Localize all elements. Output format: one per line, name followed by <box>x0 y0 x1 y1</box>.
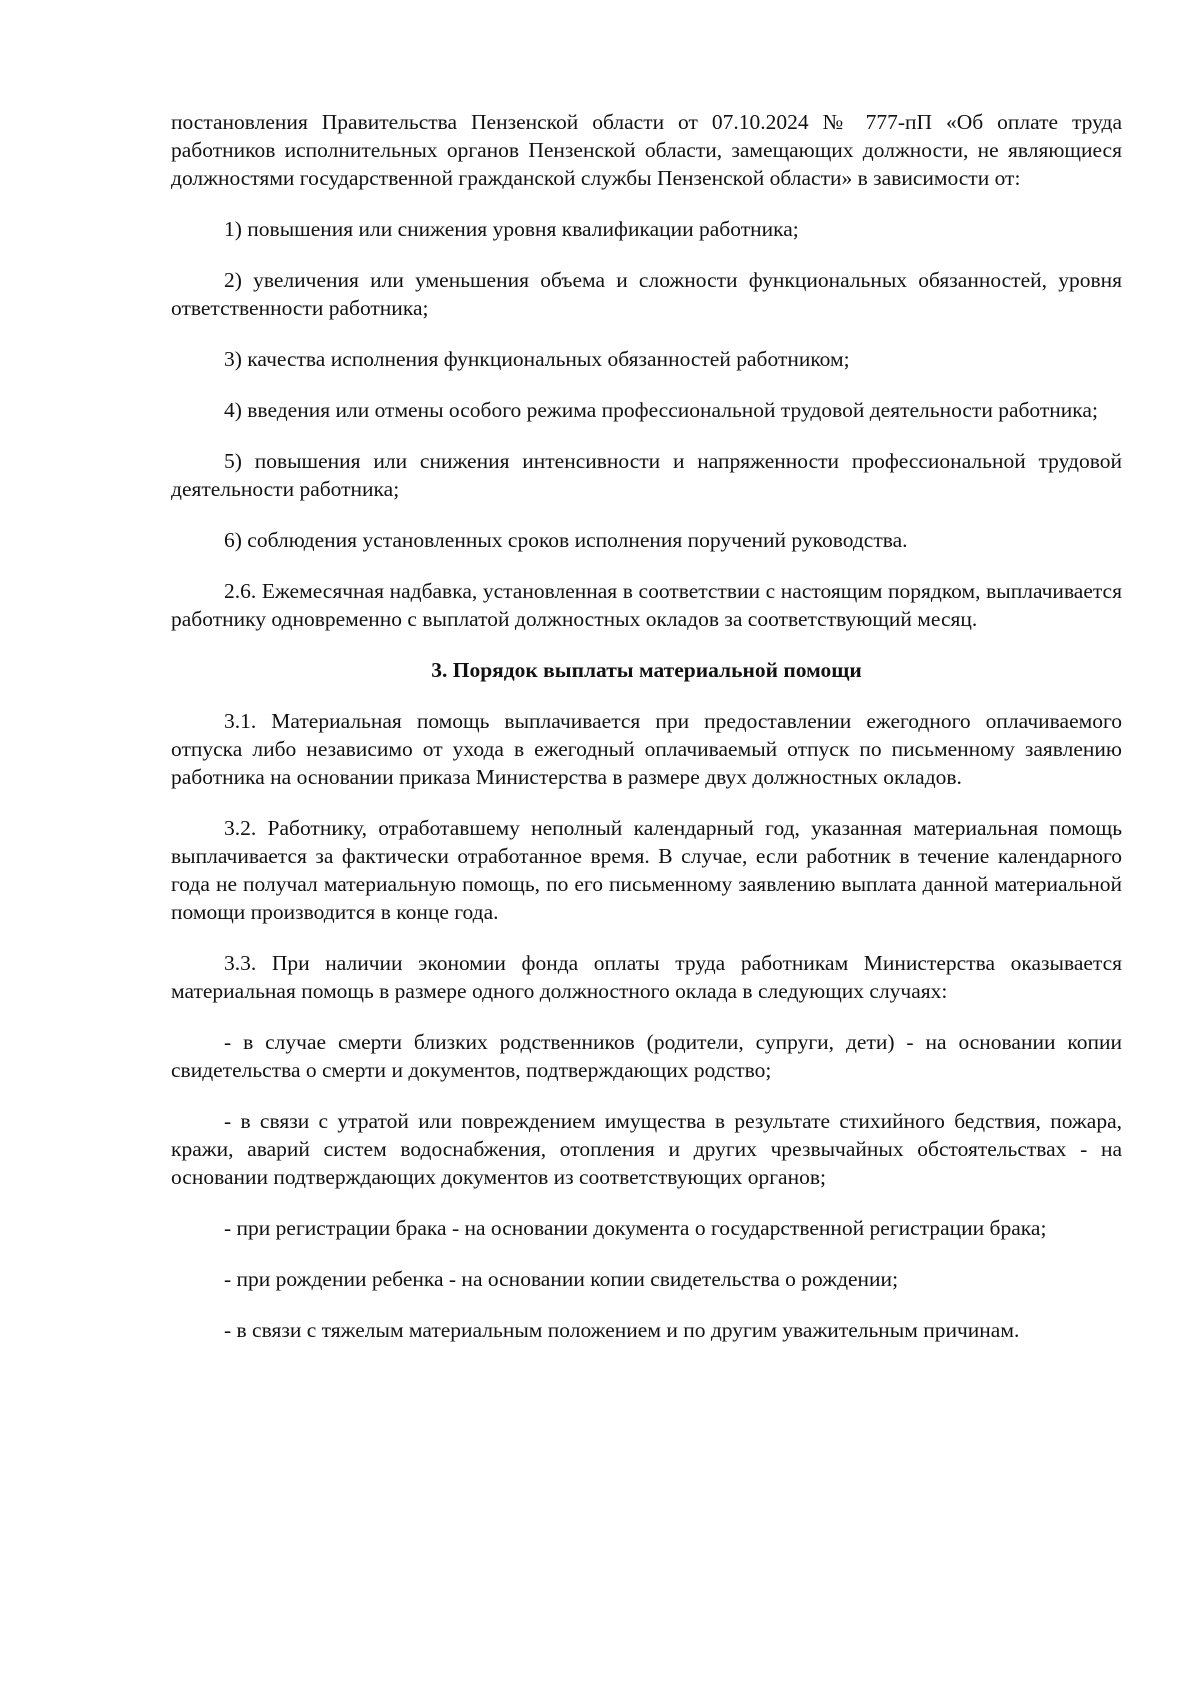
case-hardship: - в связи с тяжелым материальным положением и по другим уважительным причинам. <box>224 1318 1020 1342</box>
case-property-loss: - в связи с утратой или повреждением имущества в результате стихийного бедствия, пожара, кражи, аварий систем водоснабжения, отопления и других чрезвычайных обстоятельствах - на основании подтверждающих документов из соответствующих органов; <box>171 1109 1122 1189</box>
case-child-birth: - при рождении ребенка - на основании копии свидетельства о рождении; <box>224 1267 899 1291</box>
clause-3-1: 3.1. Материальная помощь выплачивается при предоставлении ежегодного оплачиваемого отпуска либо независимо от ухода в ежегодный оплачиваемый отпуск по письменному заявлению работника на основании приказа Министерства в размере двух должностных окладов. <box>171 709 1122 789</box>
clause-2-6: 2.6. Ежемесячная надбавка, установленная в соответствии с настоящим порядком, выплачивается работнику одновременно с выплатой должностных окладов за соответствующий месяц. <box>171 579 1122 631</box>
list-item-1: 1) повышения или снижения уровня квалификации работника; <box>224 217 799 241</box>
clause-3-3: 3.3. При наличии экономии фонда оплаты труда работникам Министерства оказывается материальная помощь в размере одного должностного оклада в следующих случаях: <box>171 951 1122 1003</box>
document-body <box>171 108 1122 1367</box>
case-death-relatives: - в случае смерти близких родственников (родители, супруги, дети) - на основании копии свидетельства о смерти и документов, подтверждающих родство; <box>171 1030 1122 1082</box>
case-marriage: - при регистрации брака - на основании документа о государственной регистрации брака; <box>224 1216 1047 1240</box>
list-item-5: 5) повышения или снижения интенсивности и напряженности профессиональной трудовой деятельности работника; <box>171 449 1122 501</box>
clause-3-2: 3.2. Работнику, отработавшему неполный календарный год, указанная материальная помощь выплачивается за фактически отработанное время. В случае, если работник в течение календарного года не получал материальную помощь, по его письменному заявлению выплата данной материальной помощи производится в конце года. <box>171 816 1122 924</box>
list-item-4: 4) введения или отмены особого режима профессиональной трудовой деятельности работника; <box>224 398 1098 422</box>
list-item-2: 2) увеличения или уменьшения объема и сложности функциональных обязанностей, уровня ответственности работника; <box>171 268 1122 320</box>
section-heading-3: 3. Порядок выплаты материальной помощи <box>431 658 862 682</box>
list-item-3: 3) качества исполнения функциональных обязанностей работником; <box>224 347 850 371</box>
list-item-6: 6) соблюдения установленных сроков исполнения поручений руководства. <box>224 528 908 552</box>
paragraph-intro: постановления Правительства Пензенской области от 07.10.2024 № 777-пП «Об оплате труда работников исполнительных органов Пензенской области, замещающих должности, не являющиеся должностями государственной гражданской службы Пензенской области» в зависимости от: <box>171 110 1122 190</box>
